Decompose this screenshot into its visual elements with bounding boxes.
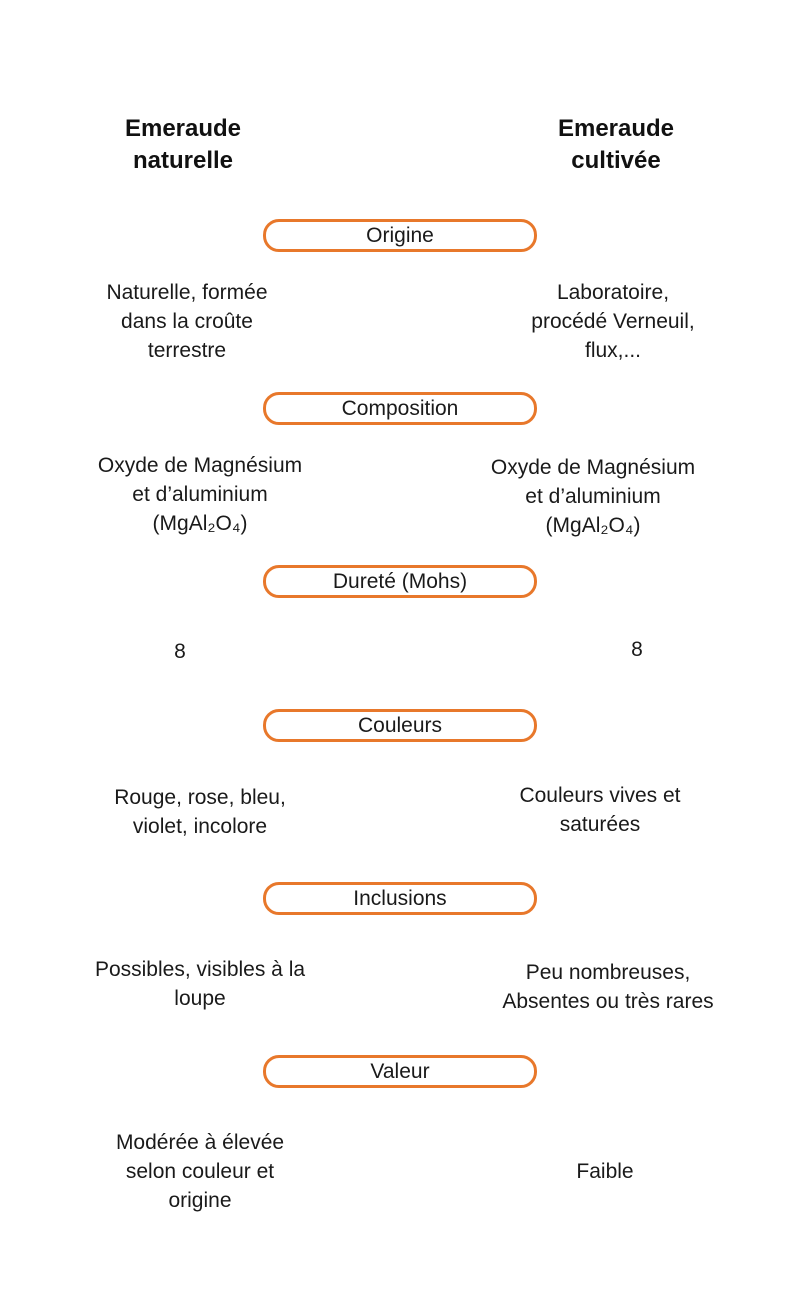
category-pill-durete: Dureté (Mohs) xyxy=(263,565,537,598)
cultivated-durete-value: 8 xyxy=(631,638,643,661)
category-pill-origine: Origine xyxy=(263,219,537,252)
category-pill-valeur: Valeur xyxy=(263,1055,537,1088)
natural-origine-value: Naturelle, formée dans la croûte terrestre xyxy=(106,281,268,362)
category-pill-couleurs: Couleurs xyxy=(263,709,537,742)
natural-composition-value: Oxyde de Magnésium et d’aluminium (MgAl₂O₄) xyxy=(97,454,303,535)
header-natural-emerald: Emeraude naturelle xyxy=(124,115,242,174)
cultivated-origine-value: Laboratoire, procédé Verneuil, flux,... xyxy=(531,281,695,362)
category-pill-inclusions: Inclusions xyxy=(263,882,537,915)
cultivated-composition-value: Oxyde de Magnésium et d’aluminium (MgAl₂O₄) xyxy=(490,456,696,537)
cultivated-valeur-value: Faible xyxy=(576,1160,634,1183)
natural-valeur-value: Modérée à élevée selon couleur et origine xyxy=(115,1131,285,1212)
category-pill-composition: Composition xyxy=(263,392,537,425)
natural-durete-value: 8 xyxy=(174,640,186,663)
header-cultivated-emerald: Emeraude cultivée xyxy=(557,115,675,174)
cultivated-inclusions-value: Peu nombreuses, Absentes ou très rares xyxy=(502,961,714,1013)
cultivated-couleurs-value: Couleurs vives et saturées xyxy=(519,784,681,836)
natural-inclusions-value: Possibles, visibles à la loupe xyxy=(94,958,306,1010)
natural-couleurs-value: Rouge, rose, bleu, violet, incolore xyxy=(114,786,286,838)
